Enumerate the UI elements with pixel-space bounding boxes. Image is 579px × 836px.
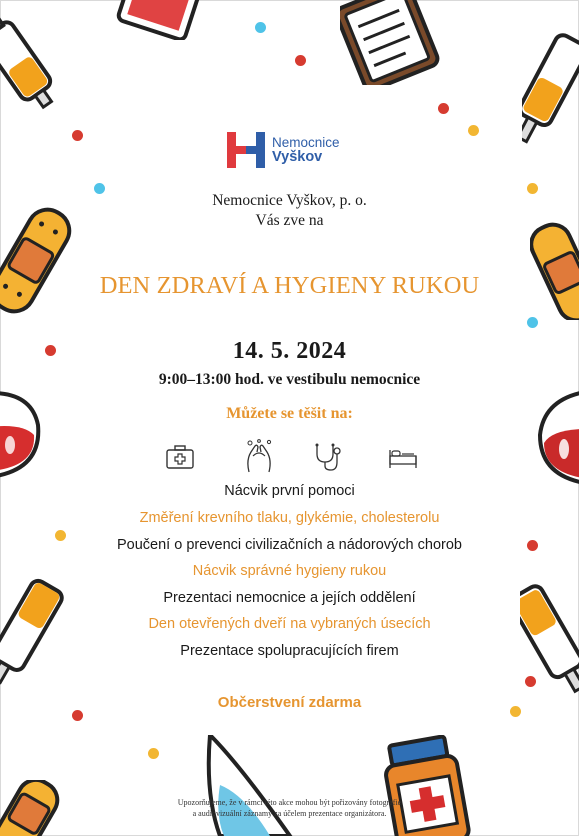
hospital-h-logo-icon (226, 130, 266, 170)
bandage-right-illustration (530, 220, 579, 320)
clipboard-top-illustration (95, 0, 215, 40)
disclaimer-line1: Upozorňujeme, že v rámci této akce mohou být pořizovány fotografie (177, 798, 402, 807)
syringe-top-left-illustration (0, 0, 70, 115)
medicine-bottle-illustration (380, 735, 475, 836)
logo-name-line2: Vyškov (272, 149, 323, 165)
hospital-bed-icon (388, 446, 418, 470)
program-heading: Můžete se těšit na: (226, 405, 353, 422)
hand-washing-icon (243, 438, 275, 474)
decorative-dot (72, 130, 83, 141)
first-aid-kit-icon (165, 444, 195, 470)
decorative-dot (468, 125, 479, 136)
activity-item: Nácvik správné hygieny rukou (192, 563, 387, 579)
activity-item: Změření krevního tlaku, glykémie, cholesterolu (139, 510, 440, 526)
activity-item: Den otevřených dveří na vybraných úsecích (148, 616, 431, 632)
event-date: 14. 5. 2024 (232, 338, 347, 364)
organizer-name: Nemocnice Vyškov, p. o. (212, 192, 367, 209)
activity-item: Poučení o prevenci civilizačních a nádorových chorob (117, 537, 462, 553)
hospital-logo (226, 130, 356, 174)
decorative-dot (295, 55, 306, 66)
event-title: DEN ZDRAVÍ A HYGIENY RUKOU (99, 272, 480, 299)
iv-bag-bottom-illustration (200, 735, 310, 836)
clipboard-top-right-illustration (340, 0, 450, 85)
activity-item: Prezentaci nemocnice a jejích oddělení (163, 590, 416, 606)
logo-name-line1: Nemocnice (272, 135, 340, 150)
invite-text: Vás zve na (255, 212, 324, 229)
event-time-place: 9:00–13:00 hod. ve vestibulu nemocnice (158, 371, 421, 388)
activity-item: Prezentace spolupracujících firem (180, 643, 399, 659)
decorative-dot (255, 22, 266, 33)
decorative-dot (527, 317, 538, 328)
refreshments-note: Občerstvení zdarma (217, 694, 362, 711)
syringe-top-right-illustration (522, 25, 579, 160)
decorative-dot (72, 710, 83, 721)
activity-icons-row (0, 438, 579, 474)
disclaimer-line2: a audiovizuální záznamy za účelem prezentace organizátora. (192, 809, 387, 818)
decorative-dot (525, 676, 536, 687)
activity-item: Nácvik první pomoci (224, 483, 355, 499)
photo-disclaimer (0, 797, 579, 819)
stethoscope-icon (313, 442, 345, 472)
decorative-dot (148, 748, 159, 759)
decorative-dot (438, 103, 449, 114)
